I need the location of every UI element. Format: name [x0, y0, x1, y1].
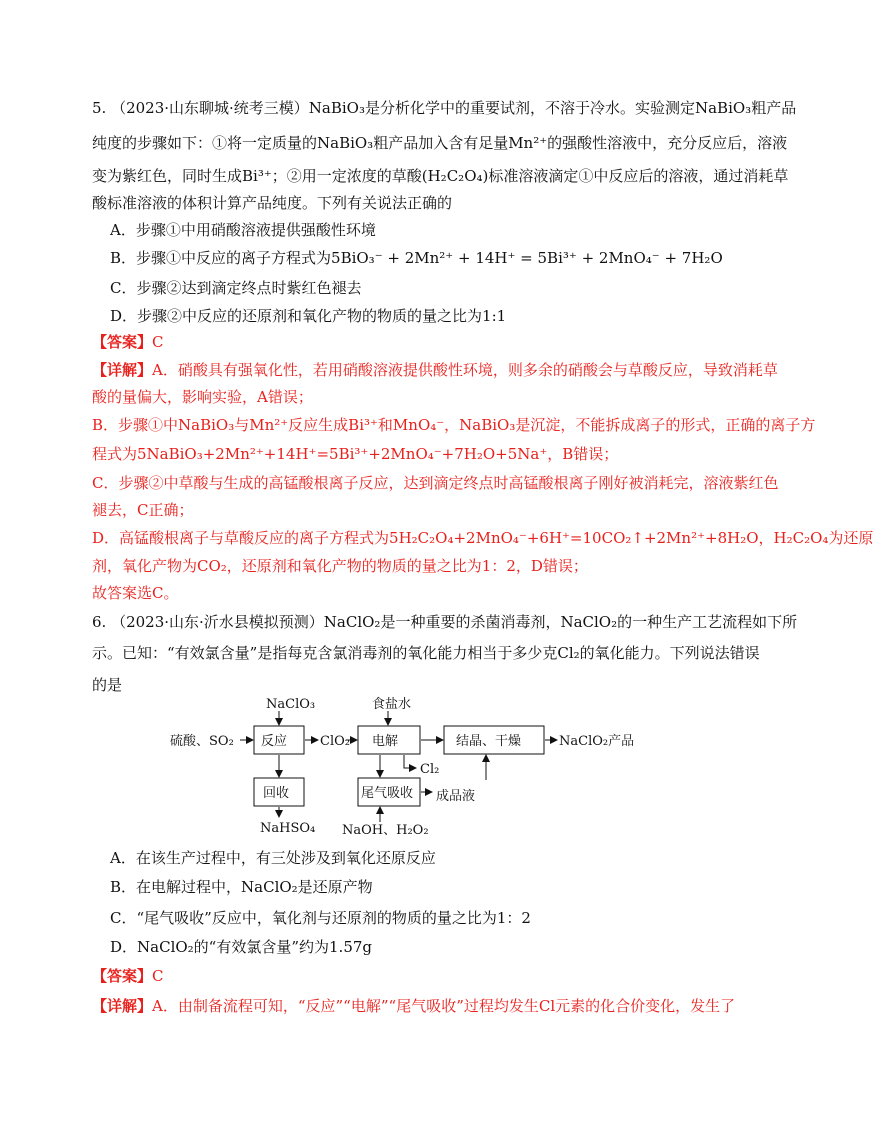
q5-explanation-line-4: 程式为5NaBiO₃+2Mn²⁺+14H⁺=5Bi³⁺+2MnO₄⁻+7H₂O+5Na⁺，B错误； — [92, 445, 619, 463]
q5-explanation-line-1 — [92, 360, 778, 380]
q6-option-c: C．“尾气吸收”反应中，氧化剂与还原剂的物质的量之比为1：2 — [110, 909, 531, 927]
explanation-text: A．由制备流程可知，“反应”“电解”“尾气吸收”过程均发生Cl元素的化合价变化，发生了 — [152, 997, 736, 1015]
q5-explanation-line-2: 酸的量偏大，影响实验，A错误； — [92, 388, 313, 406]
q6-option-b: B．在电解过程中，NaClO₂是还原产物 — [110, 878, 373, 896]
label-product: NaClO₂产品 — [559, 734, 635, 749]
q5-option-d: D．步骤②中反应的还原剂和氧化产物的物质的量之比为1:1 — [110, 307, 507, 325]
label-reaction: 反应 — [261, 734, 288, 749]
explanation-text: A．硝酸具有强氧化性，若用硝酸溶液提供酸性环境，则多余的硝酸会与草酸反应，导致消耗草 — [152, 361, 778, 379]
answer-tag: 【答案】 — [92, 333, 153, 351]
label-cl2: Cl₂ — [420, 762, 440, 777]
q5-stem-line-3: 变为紫红色，同时生成Bi³⁺；②用一定浓度的草酸(H₂C₂O₄)标准溶液滴定①中反应后的溶液，通过消耗草 — [92, 167, 789, 185]
q6-stem-line-3: 的是 — [92, 676, 123, 694]
q5-stem-line-4: 酸标准溶液的体积计算产品纯度。下列有关说法正确的 — [92, 194, 453, 212]
answer-value: C — [152, 967, 164, 985]
label-electrolysis: 电解 — [372, 734, 399, 749]
label-naclo3: NaClO₃ — [266, 697, 316, 712]
label-naoh-h2o2: NaOH、H₂O₂ — [342, 823, 429, 838]
detail-tag: 【详解】 — [92, 361, 153, 379]
q6-answer — [92, 966, 712, 986]
label-nahso4: NaHSO₄ — [260, 821, 316, 836]
detail-tag: 【详解】 — [92, 997, 153, 1015]
q5-explanation-line-3: B．步骤①中NaBiO₃与Mn²⁺反应生成Bi³⁺和MnO₄⁻，NaBiO₃是沉淀，不能拆成离子的形式，正确的离子方 — [92, 416, 816, 434]
label-solution: 成品液 — [436, 789, 476, 804]
q5-stem-line-1: 5. （2023·山东聊城·统考三模）NaBiO₃是分析化学中的重要试剂，不溶于冷水。实验测定NaBiO₃粗产品 — [92, 99, 797, 117]
answer-value: C — [152, 333, 164, 351]
q5-option-c: C．步骤②达到滴定终点时紫红色褪去 — [110, 279, 362, 297]
q6-option-a: A．在该生产过程中，有三处涉及到氧化还原反应 — [110, 849, 436, 867]
answer-tag: 【答案】 — [92, 967, 153, 985]
label-recycle: 回收 — [263, 786, 290, 801]
q5-explanation-line-7: D．高锰酸根离子与草酸反应的离子方程式为5H₂C₂O₄+2MnO₄⁻+6H⁺=10CO₂↑+2Mn²⁺+8H₂O，H₂C₂O₄为还原 — [92, 529, 873, 547]
label-crystallization: 结晶、干燥 — [456, 734, 522, 749]
q6-stem-line-1: 6. （2023·山东·沂水县模拟预测）NaClO₂是一种重要的杀菌消毒剂，NaClO₂的一种生产工艺流程如下所 — [92, 613, 798, 631]
q5-stem-line-2: 纯度的步骤如下：①将一定质量的NaBiO₃粗产品加入含有足量Mn²⁺的强酸性溶液中，充分反应后，溶液 — [92, 134, 788, 152]
q5-option-b: B．步骤①中反应的离子方程式为5BiO₃⁻ + 2Mn²⁺ + 14H⁺ = 5Bi³⁺ + 2MnO₄⁻ + 7H₂O — [110, 249, 723, 267]
q5-explanation-line-5: C．步骤②中草酸与生成的高锰酸根离子反应，达到滴定终点时高锰酸根离子刚好被消耗完，溶液紫红色 — [92, 474, 779, 492]
q6-option-d: D．NaClO₂的“有效氯含量”约为1.57g — [110, 938, 373, 956]
q6-explanation-line-1 — [92, 996, 736, 1016]
label-tail-gas: 尾气吸收 — [361, 786, 414, 801]
q5-option-a: A．步骤①中用硝酸溶液提供强酸性环境 — [110, 221, 376, 239]
q6-stem-line-2: 示。已知：“有效氯含量”是指每克含氯消毒剂的氧化能力相当于多少克Cl₂的氧化能力。下列说法错误 — [92, 644, 760, 662]
q5-explanation-line-8: 剂，氧化产物为CO₂，还原剂和氧化产物的物质的量之比为1：2，D错误； — [92, 557, 588, 575]
label-clo2: ClO₂ — [320, 734, 350, 749]
q5-explanation-line-6: 褪去，C正确； — [92, 501, 194, 519]
q5-answer — [92, 332, 712, 352]
label-feed: 硫酸、SO₂ — [170, 734, 234, 749]
process-flow-diagram — [166, 694, 635, 844]
label-brine: 食盐水 — [372, 697, 412, 712]
q5-explanation-line-9: 故答案选C。 — [92, 584, 179, 602]
